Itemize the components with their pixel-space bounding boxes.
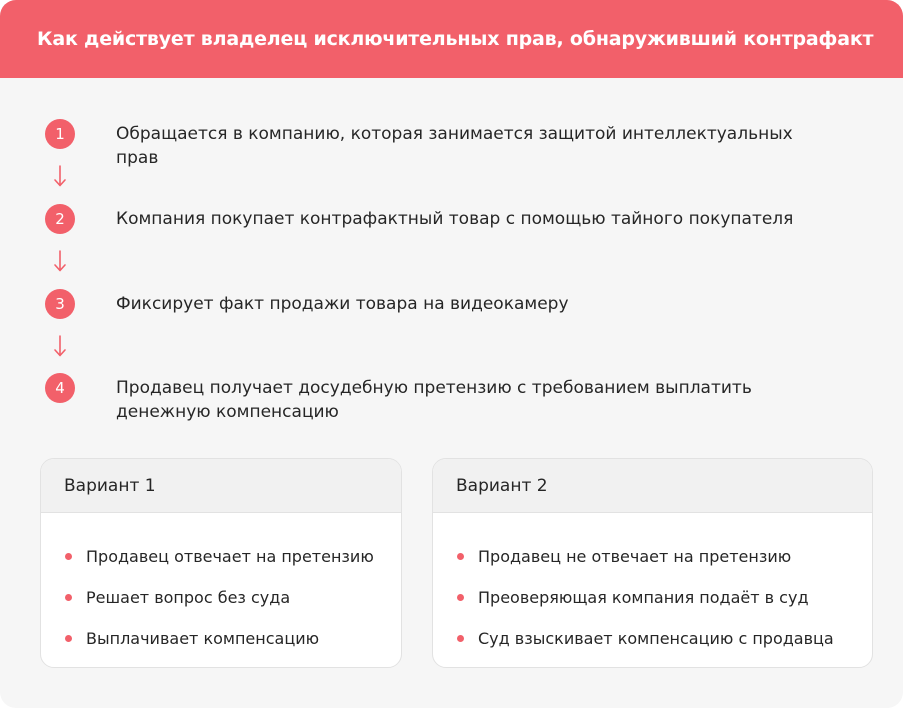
step-text: Компания покупает контрафактный товар с помощью тайного покупателя	[116, 209, 794, 229]
list-item	[457, 577, 872, 618]
page-title: Как действует владелец исключительных прав, обнаруживший контрафакт	[37, 28, 874, 50]
list-item	[65, 577, 401, 618]
step-3	[45, 289, 836, 319]
bullet-dot-icon	[65, 635, 72, 642]
step-1	[45, 119, 836, 170]
variant-title: Вариант 2	[433, 459, 872, 513]
variant-list	[433, 513, 872, 659]
arrow-down-icon	[51, 250, 69, 272]
list-item-text: Суд взыскивает компенсацию с продавца	[478, 629, 834, 648]
list-item	[457, 536, 872, 577]
step-4	[45, 373, 836, 424]
list-item-text: Преоверяющая компания подаёт в суд	[478, 588, 809, 607]
variant-list	[41, 513, 401, 659]
variant-card-1	[40, 458, 402, 668]
step-number-badge: 2	[45, 204, 75, 234]
step-text: Продавец получает досудебную претензию с требованием выплатить денежную компенсацию	[116, 378, 752, 422]
arrow-down-icon	[51, 335, 69, 357]
variant-title: Вариант 1	[41, 459, 401, 513]
variant-card-2	[432, 458, 873, 668]
list-item-text: Выплачивает компенсацию	[86, 629, 320, 648]
step-number-badge: 4	[45, 373, 75, 403]
list-item-text: Продавец не отвечает на претензию	[478, 547, 792, 566]
list-item-text: Решает вопрос без суда	[86, 588, 291, 607]
list-item	[65, 618, 401, 659]
bullet-dot-icon	[65, 553, 72, 560]
step-text: Фиксирует факт продажи товара на видеокамеру	[116, 294, 569, 314]
list-item-text: Продавец отвечает на претензию	[86, 547, 374, 566]
list-item	[457, 618, 872, 659]
bullet-dot-icon	[65, 594, 72, 601]
step-2	[45, 204, 836, 234]
header-banner	[0, 0, 903, 78]
arrow-down-icon	[51, 165, 69, 187]
list-item	[65, 536, 401, 577]
bullet-dot-icon	[457, 635, 464, 642]
bullet-dot-icon	[457, 594, 464, 601]
step-text: Обращается в компанию, которая занимается защитой интеллектуальных прав	[116, 124, 793, 168]
step-number-badge: 3	[45, 289, 75, 319]
bullet-dot-icon	[457, 553, 464, 560]
step-number-badge: 1	[45, 119, 75, 149]
